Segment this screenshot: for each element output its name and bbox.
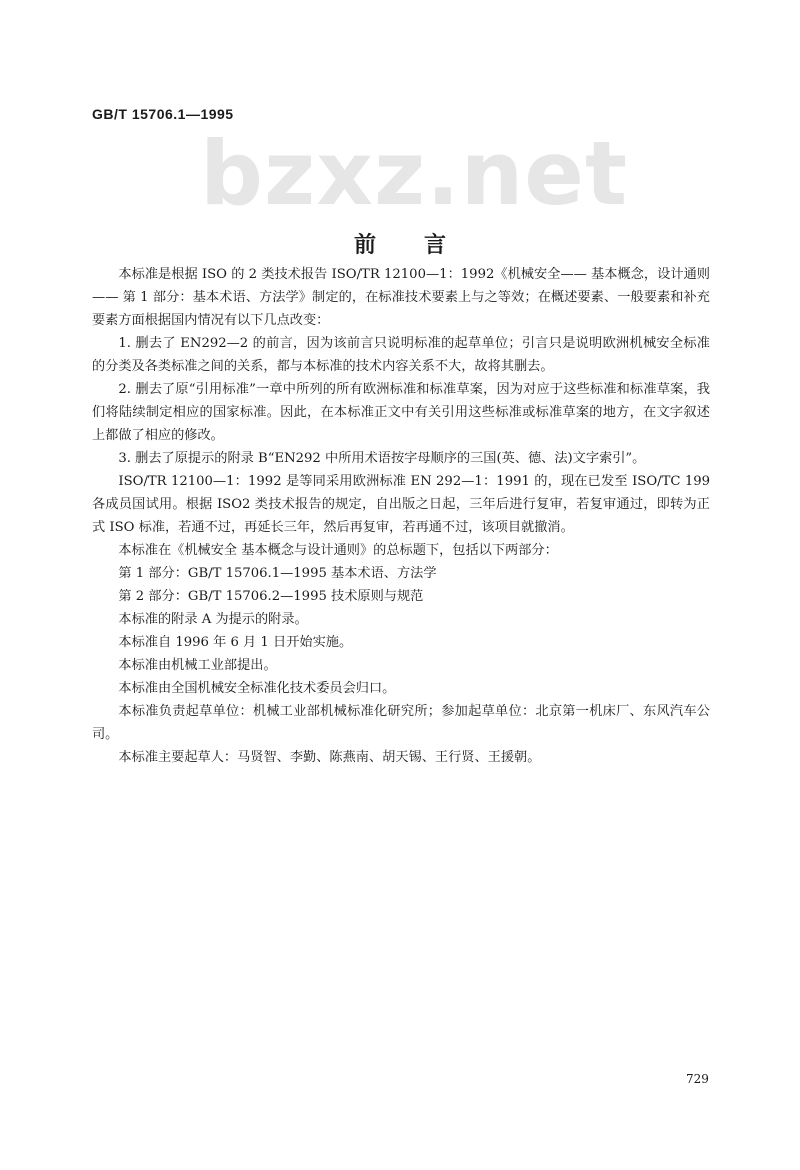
paragraph-part-2: 第 2 部分：GB/T 15706.2—1995 技术原则与规范 [118,589,424,604]
paragraph-drafters: 本标准主要起草人：马贤智、李勤、陈燕南、胡天锡、王行贤、王援朝。 [118,750,541,765]
paragraph-managed-by: 本标准由全国机械安全标准化技术委员会归口。 [118,681,396,696]
paragraph-drafting-units: 本标准负责起草单位：机械工业部机械标准化研究所；参加起草单位：北京第一机床厂、东风汽车公司。 [92,704,710,742]
paragraph-item-2: 2. 删去了原“引用标准”一章中所列的所有欧洲标准和标准草案，因为对应于这些标准和标准草案，我们将陆续制定相应的国家标准。因此，在本标准正文中有关引用这些标准或标准草案的地方，在文字叙述上都做了相应的修改。 [92,382,710,443]
paragraph-iso-tr: ISO/TR 12100—1：1992 是等同采用欧洲标准 EN 292—1：1991 的，现在已发至 ISO/TC 199 各成员国试用。根据 ISO2 类技术报告的规定，自出版之日起，三年后进行复审，若复审通过，即转为正式 ISO 标准，若通不过，再延长三年，然后再复审，若再通不过，该项目就撤消。 [92,474,710,535]
title-char-2: 言 [424,233,447,258]
watermark: bzxz.net [200,122,629,225]
paragraph-item-3: 3. 删去了原提示的附录 B“EN292 中所用术语按字母顺序的三国(英、德、法)文字索引”。 [118,451,646,466]
paragraph-part-1: 第 1 部分：GB/T 15706.1—1995 基本术语、方法学 [118,566,437,581]
standard-code: GB/T 15706.1—1995 [92,106,234,122]
foreword-body [92,263,710,769]
paragraph-effective-date: 本标准自 1996 年 6 月 1 日开始实施。 [118,635,353,650]
page-title [0,228,800,259]
paragraph-appendix: 本标准的附录 A 为提示的附录。 [118,612,308,627]
page-number: 729 [686,1072,709,1086]
paragraph-parts-intro: 本标准在《机械安全 基本概念与设计通则》的总标题下，包括以下两部分： [118,543,558,558]
paragraph-proposed-by: 本标准由机械工业部提出。 [118,658,277,673]
paragraph-item-1: 1. 删去了 EN292—2 的前言，因为该前言只说明标准的起草单位；引言只是说明欧洲机械安全标准的分类及各类标准之间的关系，都与本标准的技术内容关系不大，故将其删去。 [92,336,710,374]
title-char-1: 前 [353,233,376,258]
paragraph-intro: 本标准是根据 ISO 的 2 类技术报告 ISO/TR 12100—1：1992《机械安全—— 基本概念，设计通则—— 第 1 部分：基本术语、方法学》制定的，在标准技术要素上与之等效；在概述要素、一般要素和补充要素方面根据国内情况有以下几点改变： [92,267,710,328]
